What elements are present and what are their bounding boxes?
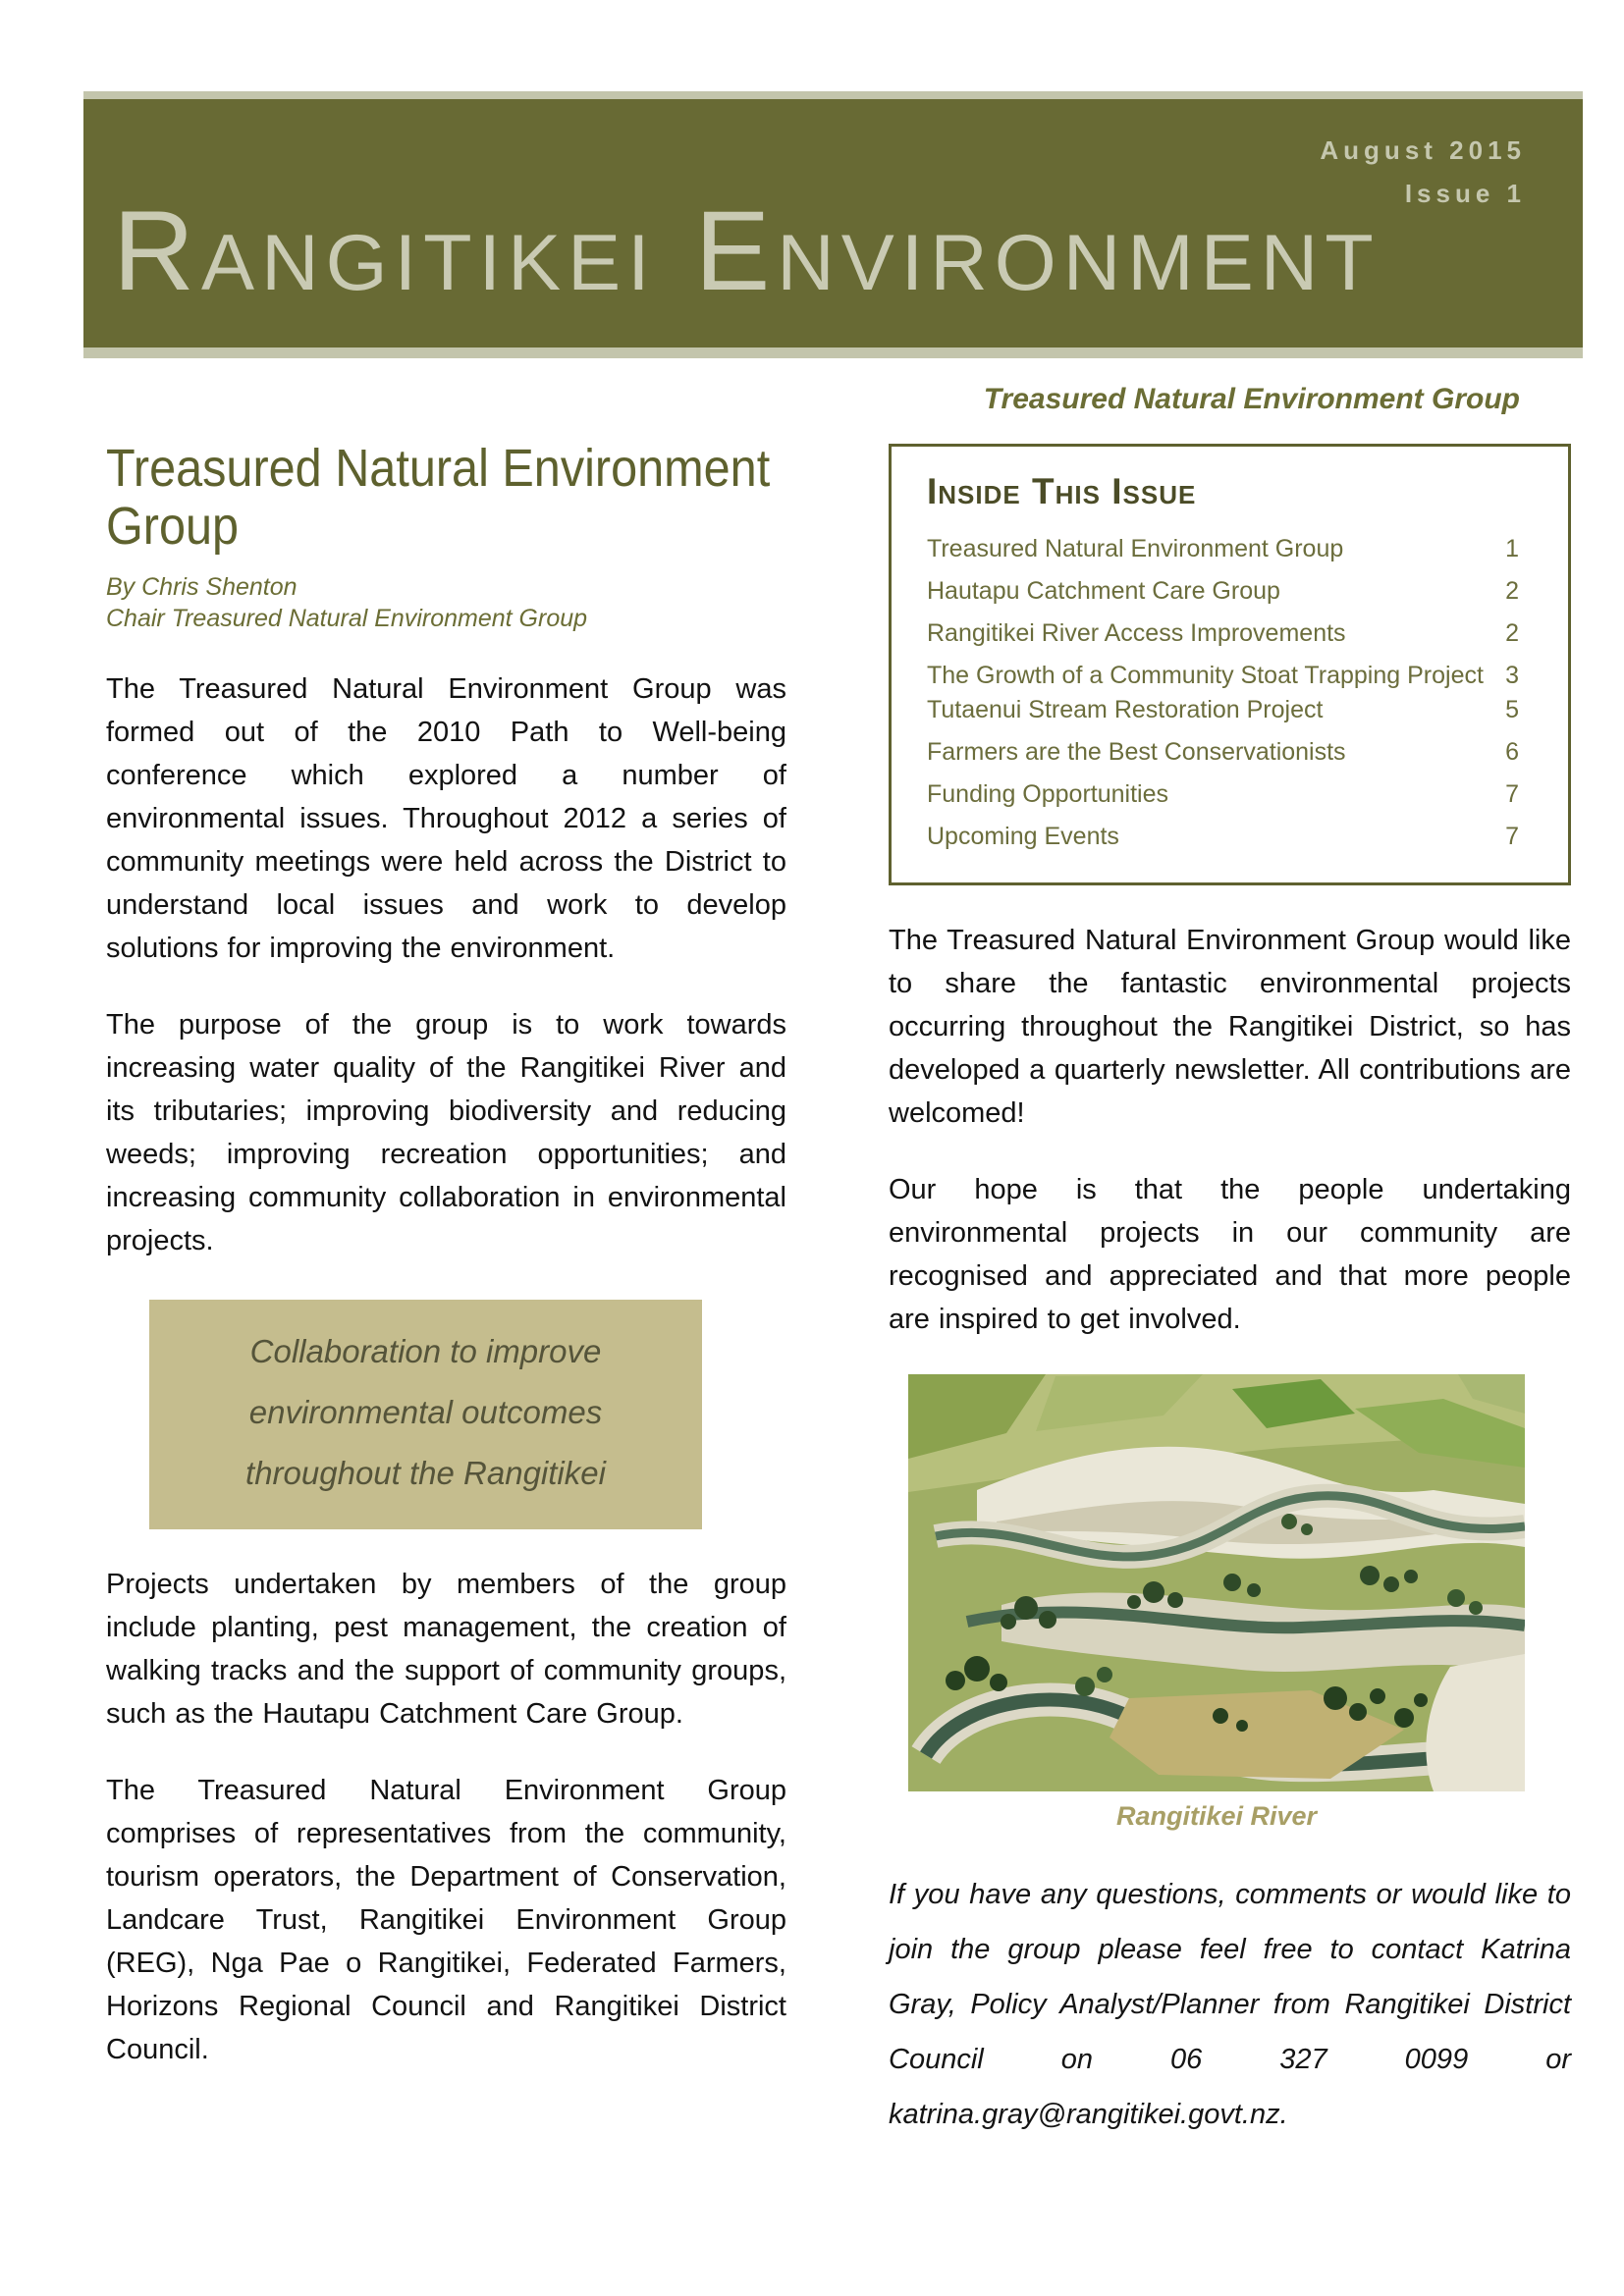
right-paragraph-2: Our hope is that the people undertaking environmental projects in our community are recognised and appreciated and that more people are inspired to get involved. <box>889 1174 1571 1335</box>
toc-item[interactable] <box>927 696 1519 724</box>
right-column <box>889 381 1571 2142</box>
article-paragraph-2: The purpose of the group is to work towards increasing water quality of the Rangitikei River and its tributaries; improving biodiversity and reducing weeds; improving recreation opportunities; and increasing community collaboration in environmental projects. <box>106 1009 786 1256</box>
toc-item[interactable] <box>927 823 1519 851</box>
inside-this-issue-box <box>889 444 1571 885</box>
toc-item-page: 2 <box>1505 619 1519 647</box>
pull-quote <box>149 1300 702 1529</box>
toc-item-page: 7 <box>1505 780 1519 808</box>
newsletter-title: Rangitikei Environment <box>113 188 1380 314</box>
masthead-banner <box>83 91 1583 358</box>
toc-item-label: Tutaenui Stream Restoration Project <box>927 696 1324 723</box>
toc-item-page: 2 <box>1505 577 1519 605</box>
toc-item-page: 5 <box>1505 696 1519 723</box>
byline-author: By Chris Shenton <box>106 573 298 601</box>
right-paragraph-1: The Treasured Natural Environment Group would like to share the fantastic environmental projects occurring throughout the Rangitikei District, so has developed a quarterly newsletter. All contributions are welcomed! <box>889 925 1571 1129</box>
toc-item[interactable] <box>927 535 1519 563</box>
toc-item-label: Treasured Natural Environment Group <box>927 535 1344 562</box>
toc-list <box>927 535 1519 851</box>
toc-item[interactable] <box>927 780 1519 809</box>
toc-item[interactable] <box>927 619 1519 648</box>
toc-item-label: Farmers are the Best Conservationists <box>927 738 1346 766</box>
river-photo <box>908 1374 1525 1791</box>
toc-item[interactable] <box>927 738 1519 767</box>
issue-date: August 2015 <box>1320 135 1526 165</box>
section-kicker: Treasured Natural Environment Group <box>983 383 1520 415</box>
toc-item-label: Hautapu Catchment Care Group <box>927 577 1280 605</box>
toc-item[interactable] <box>927 662 1519 690</box>
toc-item[interactable] <box>927 577 1519 606</box>
toc-item-label: Funding Opportunities <box>927 780 1168 808</box>
toc-item-page: 7 <box>1505 823 1519 850</box>
toc-item-page: 1 <box>1505 535 1519 562</box>
byline-role: Chair Treasured Natural Environment Group <box>106 605 588 632</box>
article-title <box>106 439 771 556</box>
contact-paragraph: If you have any questions, comments or would like to join the group please feel free to contact Katrina Gray, Policy Analyst/Planner from Rangitikei District Council on 06 327 0099 or katrina.gray@rangitikei.govt.nz. <box>889 1879 1571 2130</box>
pull-quote-line3: throughout the Rangitikei <box>245 1455 606 1491</box>
article-title-line2: Group <box>106 497 240 556</box>
photo-caption: Rangitikei River <box>1115 1801 1318 1831</box>
article-paragraph-4: The Treasured Natural Environment Group comprises of representatives from the community, tourism operators, the Department of Conservation, Landcare Trust, Rangitikei Environment Group (REG), Nga Pae o Rangitikei, Federated Farmers, Horizons Regional Council and Rangitikei District Council. <box>106 1775 786 2065</box>
article-title-line1: Treasured Natural Environment <box>106 439 771 498</box>
article-paragraph-3: Projects undertaken by members of the group include planting, pest management, the creation of walking tracks and the support of community groups, such as the Hautapu Catchment Care Group. <box>106 1569 786 1730</box>
issue-number: Issue 1 <box>1404 179 1526 208</box>
pull-quote-line2: environmental outcomes <box>248 1394 603 1430</box>
pull-quote-line1: Collaboration to improve <box>249 1333 602 1369</box>
toc-heading: Inside This Issue <box>927 471 1197 511</box>
river-photo-illustration <box>908 1374 1525 1791</box>
left-column <box>106 440 786 2071</box>
toc-item-label: Rangitikei River Access Improvements <box>927 619 1346 647</box>
article-paragraph-1: The Treasured Natural Environment Group was formed out of the 2010 Path to Well-being conference which explored a number of environmental issues. Throughout 2012 a series of community meetings were held across the District to understand local issues and work to develop solutions for improving the environment. <box>106 673 786 964</box>
toc-item-label: The Growth of a Community Stoat Trapping Project <box>927 662 1484 689</box>
toc-item-page: 3 <box>1505 662 1519 689</box>
toc-item-page: 6 <box>1505 738 1519 766</box>
toc-item-label: Upcoming Events <box>927 823 1119 850</box>
byline <box>106 571 786 634</box>
